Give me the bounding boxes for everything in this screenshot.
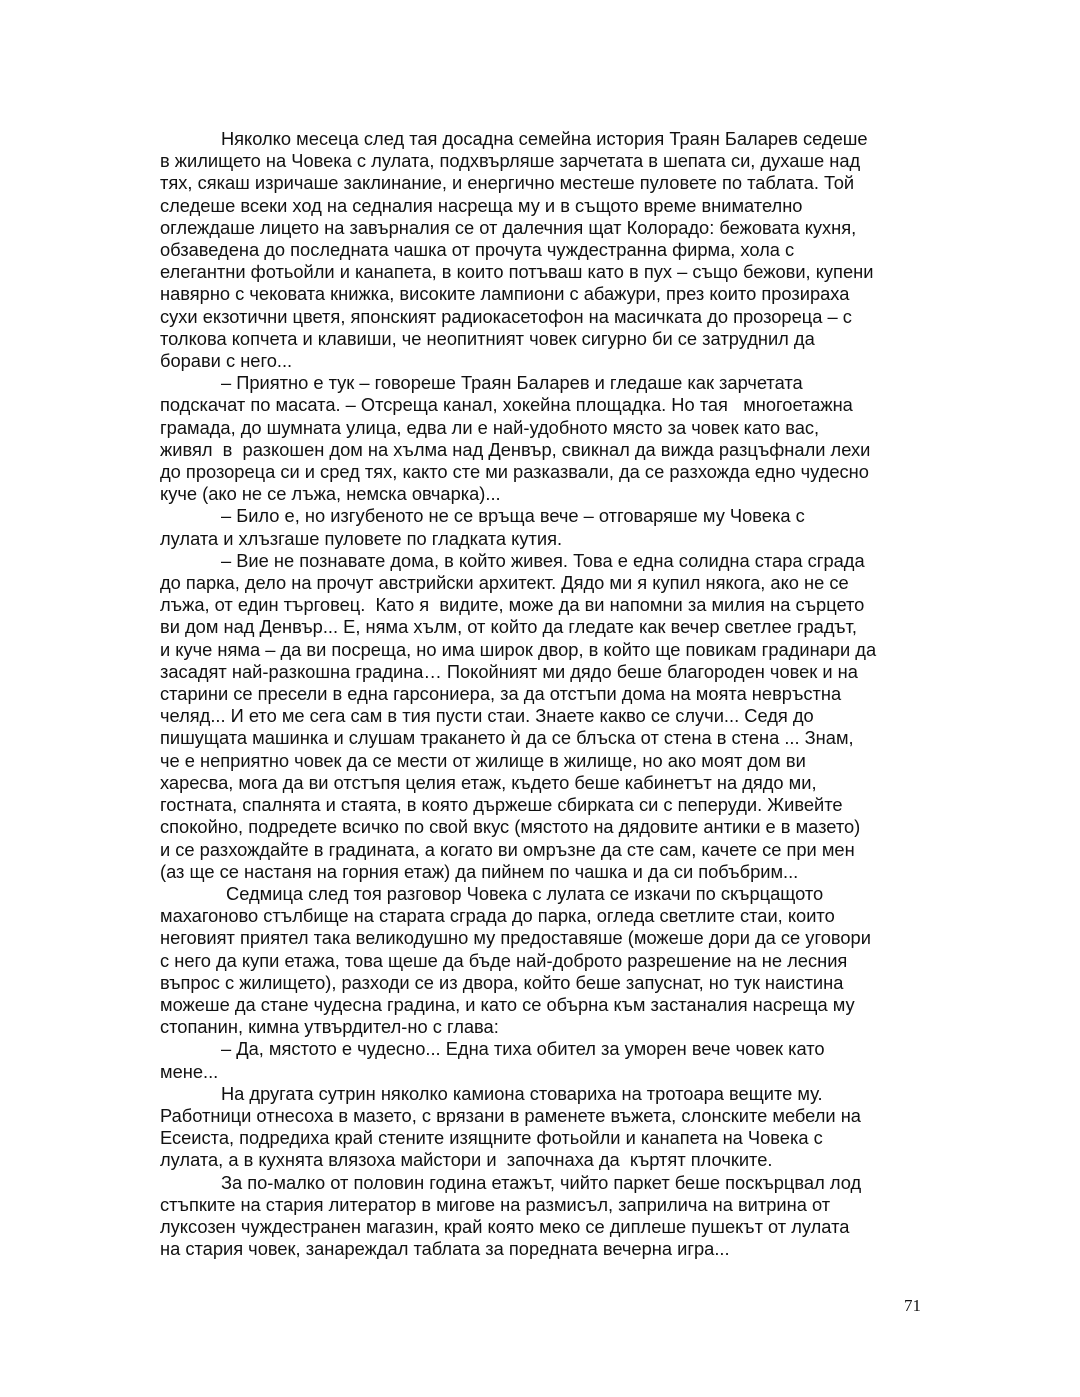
text-line: стъпките на стария литератор в мигове на размисъл, заприлича на витрина от	[160, 1193, 831, 1215]
text-line: въпрос с жилището), разходи се из двора, който беше запуснат, но тук наистина	[160, 971, 844, 993]
text-line: луксозен чуждестранен магазин, край която меко се диплеше пушекът от лулата	[160, 1215, 850, 1237]
text-line: и се разхождайте в градината, а когато ви омръзне да сте сам, качете се при мен	[160, 838, 855, 860]
text-line: тях, сякаш изричаше заклинание, и енергично местеше пуловете по таблата. Той	[160, 172, 855, 194]
text-line: неговият приятел така великодушно му предоставяше (можеше дори да се уговори	[160, 927, 871, 949]
text-line: Работници отнесоха в мазето, с врязани в раменете въжета, слонските мебели на	[160, 1104, 861, 1126]
text-line: засадят най-разкошна градина… Покойният ми дядо беше благороден човек и на	[160, 660, 858, 682]
body-text	[160, 128, 930, 1260]
text-line: лулата, а в кухнята влязоха майстори и започнаха да къртят плочките.	[160, 1149, 773, 1171]
text-line: Есеиста, подредиха край стените изящните фотьойли и канапета на Човека с	[160, 1127, 823, 1149]
text-line: (аз ще се настаня на горния етаж) да пийнем по чашка и да си побъбрим...	[160, 860, 799, 882]
text-line: живял в разкошен дом на хълма над Денвър, свикнал да вижда разцъфнали лехи	[160, 438, 871, 460]
text-line: лъжа, от един търговец. Като я видите, може да ви напомни за милия на сърцето	[160, 594, 865, 616]
text-line: лулата и хлъзгаше пуловете по гладката кутия.	[160, 527, 563, 549]
text-line: толкова копчета и клавиши, че неопитният човек сигурно би се затруднил да	[160, 327, 815, 349]
text-line: на стария човек, занареждал таблата за поредната вечерна игра...	[160, 1238, 730, 1260]
text-line: можеше да стане чудесна градина, и като се обърна към застаналия насреща му	[160, 993, 855, 1015]
text-line: сухи екзотични цветя, японският радиокасетофон на масичката до прозореца – с	[160, 305, 852, 327]
text-line: че е неприятно човек да се мести от жилище в жилище, но ако моят дом ви	[160, 749, 806, 771]
text-line: оглеждаше лицето на завърналия се от далечния щат Колорадо: бежовата кухня,	[160, 216, 857, 238]
text-line: челяд... И ето ме сега сам в тия пусти стаи. Знаете какво се случи... Седя до	[160, 705, 814, 727]
text-line: махагоново стълбище на старата сграда до парка, огледа светлите стаи, които	[160, 905, 835, 927]
text-line: до прозореца си и сред тях, както сте ми разказвали, да се разхожда едно чудесно	[160, 461, 869, 483]
text-line: старини се пресели в една гарсониера, за да отстъпи дома на моята невръстна	[160, 683, 842, 705]
text-line: – Приятно е тук – говореше Траян Баларев и гледаше как зарчетата	[160, 372, 803, 394]
text-line: елегантни фотьойли и канапета, в които потъваш като в пух – също бежови, купени	[160, 261, 874, 283]
text-line: пишущата машинка и слушам тракането ѝ да се блъска от стена в стена ... Знам,	[160, 727, 854, 749]
text-line: навярно с чековата книжка, високите лампиони с абажури, през които прозираха	[160, 283, 850, 305]
text-line: стопанин, кимна утвърдител-но с глава:	[160, 1016, 499, 1038]
text-line: гостната, спалнята и стаята, в която държеше сбирката си с пеперуди. Живейте	[160, 794, 843, 816]
text-line: обзаведена до последната чашка от прочута чуждестранна фирма, хола с	[160, 239, 795, 261]
text-line: в жилището на Човека с лулата, подхвърляше зарчетата в шепата си, духаше над	[160, 150, 861, 172]
text-line: борави с него...	[160, 350, 293, 372]
text-line: – Да, мястото е чудесно... Една тиха обител за уморен вече човек като	[160, 1038, 825, 1060]
text-line: подскачат по масата. – Отсреща канал, хокейна площадка. Но тая многоетажна	[160, 394, 853, 416]
text-line: На другата сутрин няколко камиона стовариха на тротоара вещите му.	[160, 1082, 823, 1104]
text-line: ви дом над Денвър... Е, няма хълм, от който да гледате как вечер светлее градът,	[160, 616, 857, 638]
text-line: спокойно, подредете всичко по свой вкус (мястото на дядовите антики е в мазето)	[160, 816, 861, 838]
text-line: – Било е, но изгубеното не се връща вече – отговаряше му Човека с	[160, 505, 805, 527]
text-line: с него да купи етажа, това щеше да бъде най-доброто разрешение на не лесния	[160, 949, 848, 971]
text-line: грамада, до шумната улица, едва ли е най-удобното място за човек като вас,	[160, 416, 820, 438]
text-line: – Вие не познавате дома, в който живея. Това е една солидна стара сграда	[160, 549, 865, 571]
text-line: куче (ако не се лъжа, немска овчарка)...	[160, 483, 501, 505]
text-line: Седмица след тоя разговор Човека с лулата се изкачи по скърцащото	[160, 882, 824, 904]
page-number: 71	[904, 1296, 921, 1315]
text-line: За по-малко от половин година етажът, чийто паркет беше поскърцвал лод	[160, 1171, 862, 1193]
text-line: харесва, мога да ви отстъпя целия етаж, където беше кабинетът на дядо ми,	[160, 771, 817, 793]
text-line: до парка, дело на прочут австрийски архитект. Дядо ми я купил някога, ако не се	[160, 572, 849, 594]
text-line: следеше всеки ход на седналия насреща му и в същото време внимателно	[160, 194, 803, 216]
text-line: и куче няма – да ви посреща, но има широк двор, в който ще повикам градинари да	[160, 638, 877, 660]
text-line: мене...	[160, 1060, 219, 1082]
text-line: Няколко месеца след тая досадна семейна история Траян Баларев седеше	[160, 128, 868, 149]
